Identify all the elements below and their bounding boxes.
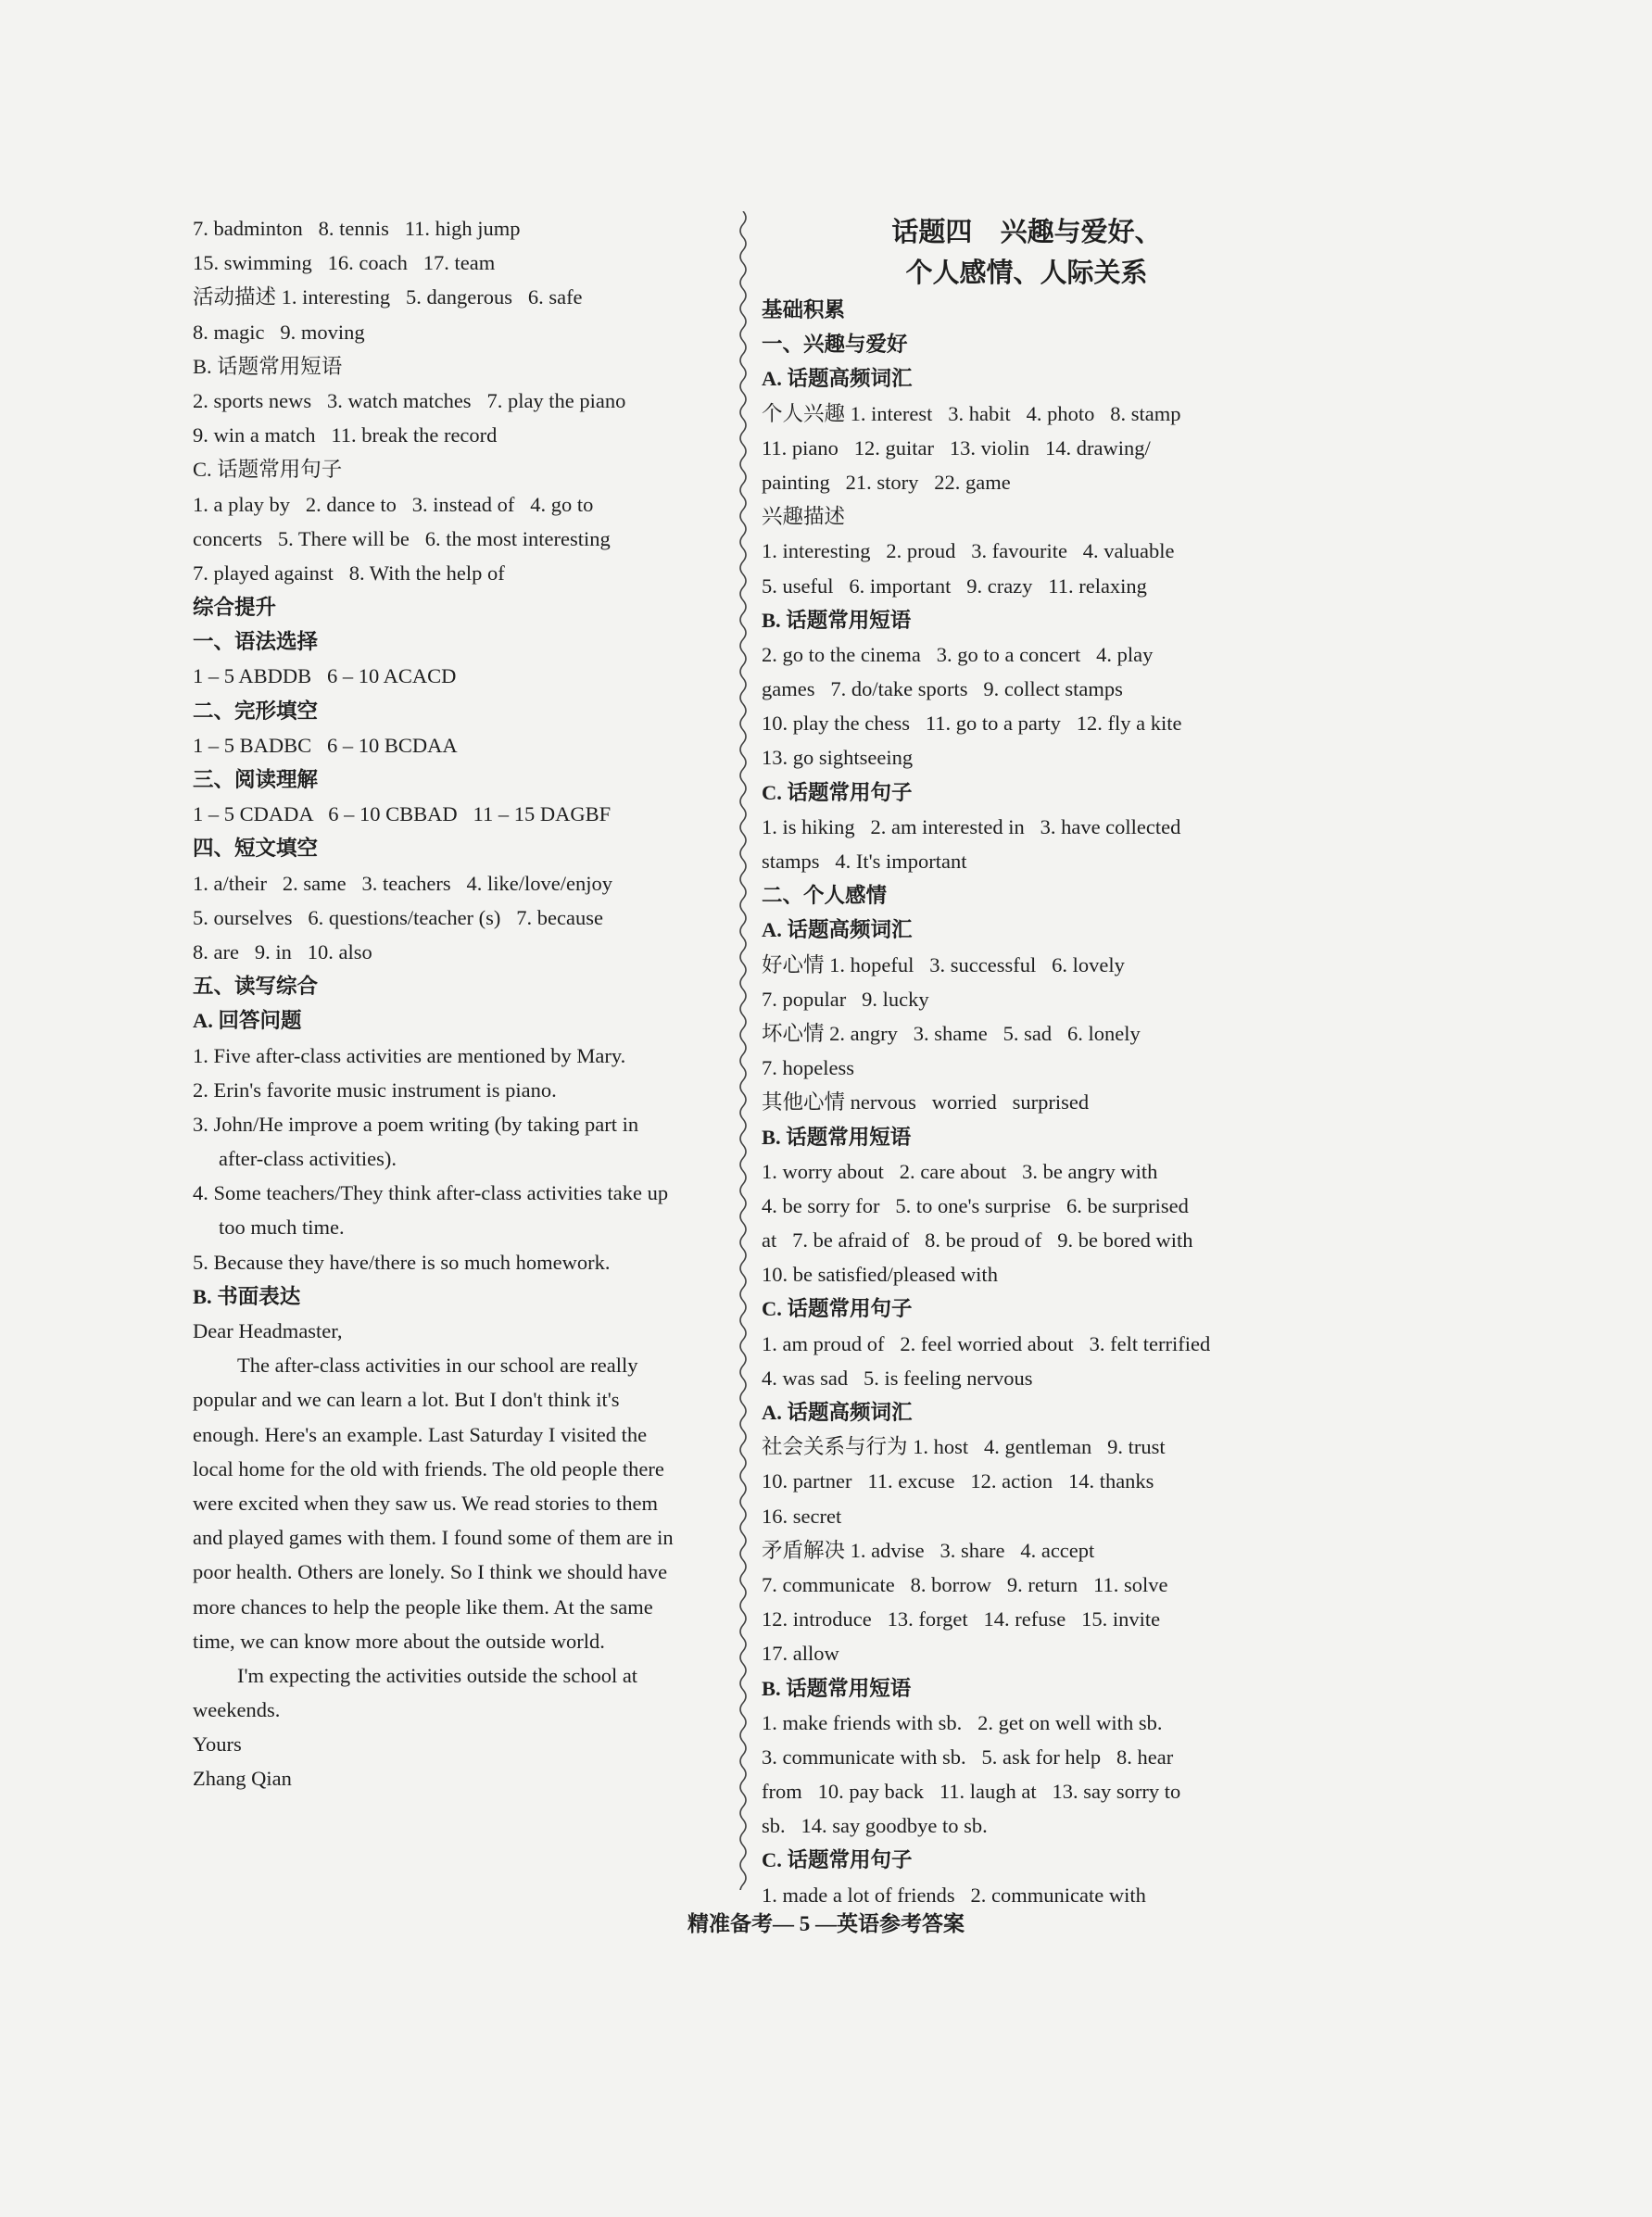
answer-line: 矛盾解决 1. advise 3. share 4. accept [762,1538,1095,1562]
section-heading: 二、个人感情 [762,884,888,908]
right-column [762,211,1292,1912]
answer-line: after-class activities). [219,1147,397,1171]
answer-line: 1. is hiking 2. am interested in 3. have collected [762,814,1181,838]
answer-line: at 7. be afraid of 8. be proud of 9. be bored with [762,1228,1193,1253]
answer-line: games 7. do/take sports 9. collect stamps [762,677,1123,701]
answer-line: 1. make friends with sb. 2. get on well with sb. [762,1710,1163,1734]
answer-line: 7. badminton 8. tennis 11. high jump [193,217,521,240]
answer-line: 1 – 5 BADBC 6 – 10 BCDAA [193,733,458,757]
answer-line: and played games with them. I found some of them are in [193,1526,674,1550]
section-heading: B. 话题常用短语 [762,608,912,632]
section-heading: 一、兴趣与爱好 [762,333,908,357]
answer-line: 社会关系与行为 1. host 4. gentleman 9. trust [762,1435,1166,1459]
answer-line: 10. partner 11. excuse 12. action 14. thanks [762,1469,1154,1493]
page-footer: 精准备考— 5 —英语参考答案 [687,1912,965,1935]
answer-line: 10. play the chess 11. go to a party 12. fly a kite [762,712,1182,736]
answer-line: 8. magic 9. moving [193,320,365,344]
answer-line: local home for the old with friends. The old people there [193,1456,664,1480]
section-heading: C. 话题常用句子 [762,1297,913,1321]
answer-line: 1. am proud of 2. feel worried about 3. felt terrified [762,1331,1211,1355]
answer-line: The after-class activities in our school are really [237,1354,638,1378]
section-heading: B. 书面表达 [193,1284,301,1308]
section-heading: 基础积累 [762,298,846,321]
answer-line: painting 21. story 22. game [762,470,1011,494]
answer-line: more chances to help the people like them. At the same [193,1594,653,1619]
answer-line: from 10. pay back 11. laugh at 13. say sorry to [762,1780,1181,1804]
answer-line: 坏心情 2. angry 3. shame 5. sad 6. lonely [762,1021,1141,1045]
answer-line: 12. introduce 13. forget 14. refuse 15. invite [762,1607,1161,1631]
answer-line: 其他心情 nervous worried surprised [762,1090,1090,1115]
section-heading: 三、阅读理解 [193,768,319,791]
answer-line: concerts 5. There will be 6. the most interesting [193,526,611,550]
answer-line: Yours [193,1732,242,1757]
section-heading: B. 话题常用短语 [762,1676,912,1700]
answer-line: 1. interesting 2. proud 3. favourite 4. valuable [762,539,1175,563]
section-heading: 五、读写综合 [193,975,319,999]
answer-line: 3. John/He improve a poem writing (by taking part in [193,1112,639,1136]
section-heading: A. 回答问题 [193,1009,302,1033]
answer-line: 17. allow [762,1642,839,1666]
column-divider [732,211,754,1890]
section-heading: 二、完形填空 [193,699,319,723]
answer-line: poor health. Others are lonely. So I think we should have [193,1560,668,1584]
section-heading: 一、语法选择 [193,630,319,654]
answer-line: 7. played against 8. With the help of [193,561,505,585]
section-heading: A. 话题高频词汇 [762,1401,913,1424]
section-heading: A. 话题高频词汇 [762,918,913,942]
topic-title-line-2: 个人感情、人际关系 [905,257,1148,288]
answer-line: 11. piano 12. guitar 13. violin 14. drawing/ [762,435,1151,460]
answer-line: popular and we can learn a lot. But I don't think it's [193,1388,620,1412]
answer-line: 1. Five after-class activities are mentioned by Mary. [193,1043,626,1067]
section-heading: A. 话题高频词汇 [762,367,913,391]
answer-line: 4. was sad 5. is feeling nervous [762,1366,1033,1390]
answer-line: stamps 4. It's important [762,850,967,873]
section-heading: C. 话题常用句子 [762,780,913,804]
answer-line: C. 话题常用句子 [193,458,343,482]
answer-line: Dear Headmaster, [193,1319,343,1342]
answer-line: 7. communicate 8. borrow 9. return 11. solve [762,1572,1168,1596]
answer-line: 好心情 1. hopeful 3. successful 6. lovely [762,952,1125,976]
answer-line: 7. hopeless [762,1056,854,1080]
answer-line: 1. a/their 2. same 3. teachers 4. like/love/enjoy [193,871,612,895]
answer-line: 兴趣描述 [762,505,846,529]
answer-line: 1 – 5 ABDDB 6 – 10 ACACD [193,664,457,688]
answer-line: 3. communicate with sb. 5. ask for help 8. hear [762,1745,1174,1769]
section-heading: 综合提升 [193,596,277,620]
answer-line: 5. Because they have/there is so much homework. [193,1250,611,1274]
answer-line: 1. a play by 2. dance to 3. instead of 4. go to [193,492,594,516]
answer-line: 活动描述 1. interesting 5. dangerous 6. safe [193,285,583,309]
answer-line: 2. go to the cinema 3. go to a concert 4. play [762,642,1154,666]
answer-line: B. 话题常用短语 [193,354,343,378]
answer-line: 7. popular 9. lucky [762,987,929,1011]
answer-line: 个人兴趣 1. interest 3. habit 4. photo 8. stamp [762,401,1181,425]
answer-line: 16. secret [762,1504,842,1528]
section-heading: B. 话题常用短语 [762,1125,912,1149]
answer-line: weekends. [193,1698,281,1722]
answer-line: sb. 14. say goodbye to sb. [762,1814,988,1838]
answer-line: 10. be satisfied/pleased with [762,1263,998,1287]
answer-line: 5. ourselves 6. questions/teacher (s) 7. because [193,905,603,929]
answer-line: Zhang Qian [193,1767,292,1791]
answer-line: 9. win a match 11. break the record [193,423,498,447]
answer-line: 13. go sightseeing [762,746,914,770]
answer-line: 2. sports news 3. watch matches 7. play the piano [193,388,626,412]
answer-line: 4. be sorry for 5. to one's surprise 6. be surprised [762,1193,1189,1217]
left-column [193,211,721,1796]
section-heading: 四、短文填空 [193,837,319,861]
answer-line: too much time. [219,1216,345,1240]
answer-line: time, we can know more about the outside world. [193,1629,605,1653]
answer-line: 1. worry about 2. care about 3. be angry with [762,1159,1158,1183]
answer-line: 15. swimming 16. coach 17. team [193,251,496,275]
answer-line: were excited when they saw us. We read stories to them [193,1491,658,1515]
section-heading: C. 话题常用句子 [762,1848,913,1872]
answer-line: 5. useful 6. important 9. crazy 11. relaxing [762,573,1147,598]
answer-line: 1 – 5 CDADA 6 – 10 CBBAD 11 – 15 DAGBF [193,802,612,826]
answer-line: 2. Erin's favorite music instrument is piano. [193,1077,557,1102]
answer-line: 1. made a lot of friends 2. communicate with [762,1883,1146,1907]
topic-title-line-1: 话题四 兴趣与爱好、 [891,216,1162,247]
answer-line: 4. Some teachers/They think after-class activities take up [193,1181,669,1205]
answer-line: enough. Here's an example. Last Saturday I visited the [193,1422,648,1446]
right-column-lines [762,293,1292,1912]
answer-line: I'm expecting the activities outside the school at [237,1663,638,1687]
answer-line: 8. are 9. in 10. also [193,939,372,964]
